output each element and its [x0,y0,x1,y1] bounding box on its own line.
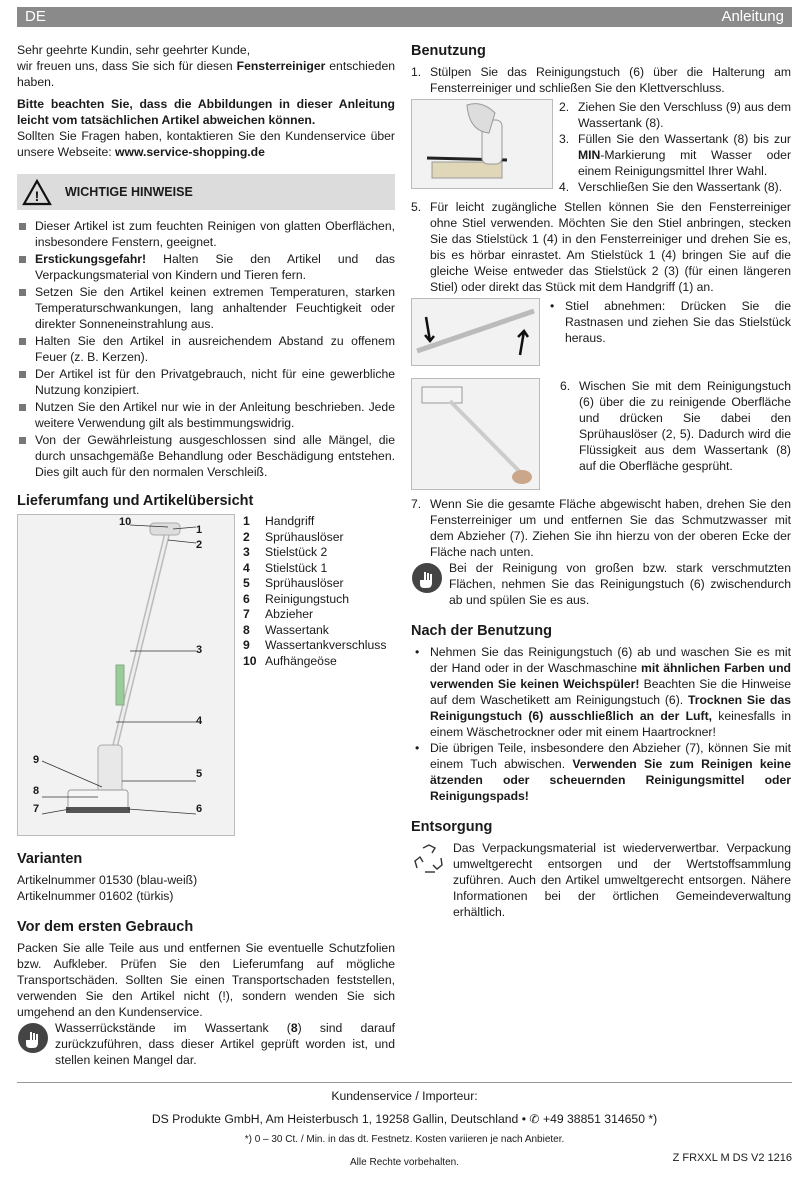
fill-tank-illustration [412,100,552,188]
product-figure [17,514,235,836]
figure-label-1: 1 [196,524,203,536]
first-use-tip: Wasserrückstände im Wassertank (8) sind darauf zurückzuführen, dass dieser Artikel geprüft worden ist, und stellen keinen Mangel dar. [17,1020,395,1068]
svg-text:!: ! [34,187,40,204]
overview [17,514,395,836]
first-use-text: Packen Sie alle Teile aus und entfernen Sie eventuelle Schutzfolien bzw. Aufkleber. Prüfen Sie den Lieferumfang auf mögliche Transportschäden. Sollten Sie einen Transportschaden feststellen, verwenden Sie den Artikel nicht (!), sondern wenden Sie sich umgehend an den Kundenservice. [17,941,395,1019]
language-code: DE [25,8,46,25]
usage-step-4: 4. Verschließen Sie den Wassertank (8). [559,180,783,194]
after-use-item: • Die übrigen Teile, insbesondere den Abzieher (7), können Sie mit einem Tuch abwischen. Verwenden Sie zum Reinigen keine ätzenden oder scheuernden Reinigungsmittel oder Reinigungspads! [411,740,791,804]
footer-cost-note: *) 0 – 30 Ct. / Min. in das dt. Festnetz. Kosten variieren je nach Anbieter. [244,1134,565,1145]
warning-item: Von der Gewährleistung ausgeschlossen sind alle Mängel, die durch unsachgemäße Behandlung oder Beschädigung entstehen. Dies gilt auch für den normalen Verschleiß. [17,432,395,480]
part-item: 9 Wassertankverschluss [243,638,387,652]
window-cleaner-illustration [18,515,234,835]
figure-label-3: 3 [196,644,203,656]
part-item: 1 Handgriff [243,514,315,528]
parts-list [243,514,386,836]
header-title: Anleitung [721,8,784,25]
figure-remove-handle [411,298,540,366]
figure-fill-tank [411,99,553,189]
part-item: 8 Wassertank [243,622,329,637]
figure-label-9: 9 [33,754,40,766]
footer-address: DS Produkte GmbH, Am Heisterbusch 1, 19258 Gallin, Deutschland • ✆ +49 38851 314650 *) [151,1112,658,1126]
part-item: 4 Stielstück 1 [243,560,328,575]
usage-step-6: 6. Wischen Sie mit dem Reinigungstuch (6) über die zu reinigende Oberfläche und drücken Sie dabei den Sprühauslöser (2, 5). Dadurch wird die Flüssigkeit aus dem Wassertank (8) auf die Oberfläche gesprüht. [560,379,791,473]
right-column [411,42,791,920]
footer-rights: Alle Rechte vorbehalten. [350,1157,459,1168]
overview-title: Lieferumfang und Artikelübersicht [17,493,254,509]
tip-hand-icon [17,1022,49,1054]
tip-hand-icon [411,562,443,594]
warnings-list [17,218,395,480]
after-use-item: • Nehmen Sie das Reinigungstuch (6) ab und waschen Sie es mit der Hand oder in der Waschmaschine mit ähnlichen Farben und verwenden Sie keinen Weichspüler! Beachten Sie die Hinweise auf dem Waschetikett am Reinigungstuch (6). Trocknen Sie das Reinigungstuch (6) ausschließlich an der Luft, keinesfalls in einem Wäschetrockner oder mit einem Haartrockner! [411,644,791,740]
part-item: 5 Sprühauslöser [243,576,344,590]
warnings-header [17,174,395,210]
intro-text: wir freuen uns, dass Sie sich für diesen Fensterreiniger entschieden haben. [17,59,395,89]
warning-item: Setzen Sie den Artikel keinen extremen Temperaturen, starken Temperaturschwankungen, lang anhaltender Feuchtigkeit oder direkter Sonneneinstrahlung aus. [17,284,395,332]
warning-item: Halten Sie den Artikel in ausreichendem Abstand zu offenem Feuer (z. B. Kerzen). [17,333,395,365]
part-item: 7 Abzieher [243,607,314,621]
usage-step-5-sub: • Stiel abnehmen: Drücken Sie die Rastnasen und ziehen Sie das Stielstück heraus. [546,298,791,346]
variant-line: Artikelnummer 01602 (türkis) [17,889,174,903]
warning-item: Nutzen Sie den Artikel nur wie in der Anleitung beschrieben. Jede weitere Verwendung gilt als bestimmungswidrig. [17,399,395,431]
usage-step-7: 7. Wenn Sie die gesamte Fläche abgewischt haben, drehen Sie den Fensterreiniger um und entfernen Sie das Schmutzwasser mit dem Abzieher (7). Ziehen Sie ihn hierzu von der oberen Ecke der Fläche nach unten. [411,497,791,559]
usage-tip: Bei der Reinigung von großen bzw. stark verschmutzten Flächen, nehmen Sie das Reinigungstuch (6) zwischendurch ab und spülen Sie es aus. [411,560,791,608]
warnings-title: WICHTIGE HINWEISE [65,185,193,199]
figure-label-10: 10 [119,516,132,528]
usage-step-2: 2. Ziehen Sie den Verschluss (9) aus dem Wassertank (8). [559,100,791,130]
header-bar [17,7,792,27]
warning-item: Erstickungsgefahr! Halten Sie den Artikel und das Verpackungsmaterial von Kindern und Tieren fern. [17,251,395,283]
warning-item: Dieser Artikel ist zum feuchten Reinigen von glatten Oberflächen, insbesondere Fenstern, geeignet. [17,218,395,250]
part-item: 3 Stielstück 2 [243,545,328,559]
remove-handle-illustration [412,299,539,365]
contact-text: Sollten Sie Fragen haben, kontaktieren Sie den Kundenservice über unsere Webseite: www.service-shopping.de [17,129,395,159]
part-item: 6 Reinigungstuch [243,591,350,606]
recycling-icon [411,842,447,878]
figure-label-4: 4 [196,715,203,727]
warning-item: Der Artikel ist für den Privatgebrauch, nicht für eine gewerbliche Nutzung konzipiert. [17,366,395,398]
disposal-block: Das Verpackungsmaterial ist wiederverwertbar. Verpackung umweltgerecht entsorgen und der Wertstoffsammlung zuführen. Auch den Artikel umweltgerecht entsorgen. Nähere Informationen bei der örtlichen Gemeindeverwaltung erhältlich. [411,840,791,920]
figure-label-6: 6 [196,803,203,815]
disposal-title: Entsorgung [411,819,493,835]
part-item: 10 Aufhängeöse [243,653,337,668]
figure-label-8: 8 [33,785,40,797]
notice: Bitte beachten Sie, dass die Abbildungen in dieser Anleitung leicht vom tatsächlichen Artikel abweichen können. [17,97,395,127]
figure-label-2: 2 [196,539,203,551]
document-id: Z FRXXL M DS V2 1216 [672,1152,792,1164]
usage-steps [411,64,791,96]
warning-triangle-icon [17,179,57,206]
website-link[interactable]: www.service-shopping.de [115,145,265,159]
after-use-list [411,644,791,804]
wiping-illustration [412,379,539,489]
variant-line: Artikelnummer 01530 (blau-weiß) [17,873,198,887]
usage-title: Benutzung [411,43,486,59]
figure-label-5: 5 [196,768,203,780]
left-column [17,42,395,1068]
figure-wiping [411,378,540,490]
usage-step-1: 1. Stülpen Sie das Reinigungstuch (6) über die Halterung am Fensterreiniger und schließen Sie den Klettverschluss. [411,65,791,95]
figure-label-7: 7 [33,803,40,815]
part-item: 2 Sprühauslöser [243,529,344,544]
usage-step-5: 5. Für leicht zugängliche Stellen können Sie den Fensterreiniger ohne Stiel verwenden. Möchten Sie den Stiel anbringen, stecken Sie das Stielstück 1 (4) in den Fensterreiniger und drehen Sie es, bis es hörbar einrastet. Am Stielstück 1 (4) bringen Sie auf die gleiche Weise entweder das Stielstück 2 (3) (für einen längeren Stiel) oder direkt das Stück mit dem Handgriff (1) an. [411,200,791,294]
greeting: Sehr geehrte Kundin, sehr geehrter Kunde, [17,43,251,57]
usage-step-3: 3. Füllen Sie den Wassertank (8) bis zur MIN-Markierung mit Wasser oder einem Reinigungsmittel Ihrer Wahl. [559,132,791,178]
first-use-title: Vor dem ersten Gebrauch [17,919,194,935]
variants-title: Varianten [17,851,83,867]
footer-label: Kundenservice / Importeur: [331,1089,478,1103]
after-use-title: Nach der Benutzung [411,623,552,639]
